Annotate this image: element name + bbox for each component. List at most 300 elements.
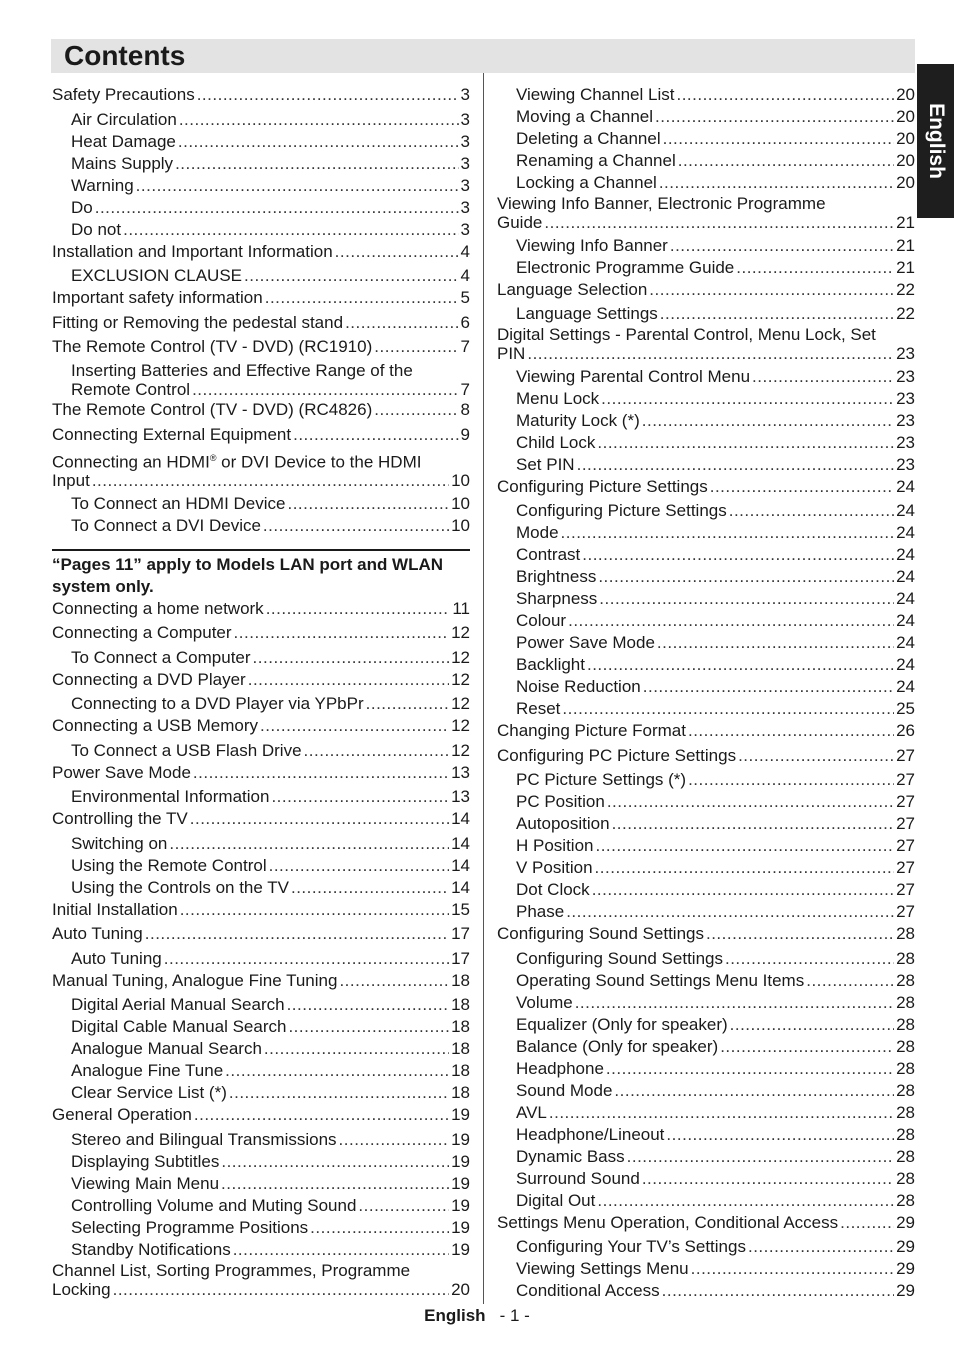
- dot-leader: [544, 213, 894, 232]
- toc-entry-title: Mains Supply: [71, 153, 174, 173]
- toc-page-number: 23: [896, 344, 915, 363]
- toc-page-number: 28: [896, 992, 915, 1012]
- dot-leader: [688, 769, 894, 791]
- toc-page-number: 19: [451, 1239, 470, 1259]
- toc-entry[interactable]: [52, 877, 470, 899]
- toc-entry-title: Mode: [516, 523, 559, 542]
- dot-leader: [221, 1151, 449, 1173]
- toc-entry[interactable]: [52, 241, 470, 263]
- toc-entry-title: Set PIN: [516, 454, 575, 474]
- dot-leader: [229, 1082, 449, 1104]
- toc-entry[interactable]: [52, 1217, 470, 1239]
- toc-entry[interactable]: [52, 175, 470, 197]
- toc-entry-title-cont: Input: [52, 471, 90, 491]
- toc-entry-title: Viewing Channel List: [516, 85, 675, 104]
- toc-entry[interactable]: [52, 219, 470, 241]
- dot-leader: [663, 128, 894, 150]
- toc-page-number: 24: [896, 655, 915, 674]
- toc-entry[interactable]: [52, 693, 470, 715]
- dot-leader: [92, 471, 449, 490]
- toc-entry[interactable]: [497, 1102, 915, 1124]
- toc-entry-title: Connecting a Computer: [52, 623, 232, 643]
- toc-entry[interactable]: [497, 1058, 915, 1080]
- toc-page-number: 28: [896, 1080, 915, 1100]
- toc-entry[interactable]: [497, 1146, 915, 1168]
- toc-entry-title: Headphone/Lineout: [516, 1124, 665, 1144]
- toc-page-number: 27: [896, 770, 915, 789]
- toc-entry[interactable]: [52, 361, 470, 399]
- toc-entry[interactable]: [497, 1190, 915, 1212]
- dot-leader: [582, 544, 894, 566]
- dot-leader: [193, 762, 449, 784]
- toc-entry[interactable]: [52, 669, 470, 691]
- toc-entry[interactable]: [497, 654, 915, 676]
- dot-leader: [345, 312, 458, 334]
- toc-entry[interactable]: [497, 1236, 915, 1258]
- toc-entry-title: Moving a Channel: [516, 107, 654, 126]
- toc-entry-title: Manual Tuning, Analogue Fine Tuning: [52, 970, 338, 990]
- toc-page-number: 17: [451, 948, 470, 968]
- toc-entry[interactable]: [497, 1280, 915, 1302]
- toc-entry[interactable]: [52, 197, 470, 219]
- dot-leader: [113, 1280, 449, 1299]
- dot-leader: [192, 380, 458, 399]
- title-bar: [51, 39, 915, 73]
- toc-entry[interactable]: [497, 769, 915, 791]
- toc-page-number: 23: [896, 388, 915, 408]
- toc-entry-title: Analogue Fine Tune: [71, 1061, 224, 1081]
- column-divider: [483, 73, 484, 1304]
- toc-entry-title-cont: PIN: [497, 344, 526, 363]
- toc-entry-title: Connecting a USB Memory: [52, 716, 258, 736]
- toc-entry-continuation: [52, 1280, 470, 1299]
- toc-entry-title: Viewing Parental Control Menu: [516, 366, 751, 386]
- toc-entry-title: Standby Notifications: [71, 1239, 231, 1259]
- toc-entry[interactable]: [52, 1082, 470, 1104]
- toc-page-number: 27: [896, 745, 915, 765]
- dot-leader: [358, 1195, 449, 1217]
- toc-entry-title-cont: Remote Control: [71, 380, 191, 399]
- toc-entry[interactable]: [497, 1212, 915, 1234]
- toc-page-number: 19: [451, 1129, 470, 1149]
- dot-leader: [643, 676, 894, 698]
- dot-leader: [752, 366, 894, 388]
- toc-entry-title: Sharpness: [516, 589, 598, 608]
- toc-entry-title: Digital Settings - Parental Control, Menu Lock, Set: [497, 325, 876, 344]
- toc-page-number: 24: [896, 476, 915, 496]
- toc-entry-title: Controlling Volume and Muting Sound: [71, 1195, 357, 1215]
- toc-entry-title: Reset: [516, 699, 561, 718]
- toc-entry[interactable]: [497, 454, 915, 476]
- toc-page-number: 8: [460, 400, 470, 419]
- toc-entry[interactable]: [497, 566, 915, 588]
- toc-entry-title: General Operation: [52, 1105, 192, 1125]
- toc-entry-title: To Connect an HDMI Device: [71, 493, 286, 513]
- toc-entry[interactable]: [52, 899, 470, 921]
- toc-entry[interactable]: [52, 1016, 470, 1038]
- language-tab-label: English: [924, 103, 948, 179]
- toc-entry-title: Connecting an HDMI® or DVI Device to the HDMI: [52, 452, 422, 472]
- dot-leader: [642, 1168, 894, 1190]
- toc-page-number: 24: [896, 633, 915, 652]
- toc-entry-continuation: [497, 344, 915, 363]
- toc-entry[interactable]: [52, 948, 470, 970]
- toc-entry[interactable]: [52, 449, 470, 491]
- toc-page-number: 23: [896, 454, 915, 474]
- toc-entry-title: Power Save Mode: [516, 633, 655, 652]
- dot-leader: [568, 610, 894, 632]
- dot-leader: [178, 131, 459, 153]
- registered-mark: ®: [209, 452, 217, 463]
- toc-entry[interactable]: [497, 745, 915, 767]
- dot-leader: [179, 109, 459, 131]
- dot-leader: [234, 622, 450, 644]
- dot-leader: [607, 791, 894, 813]
- toc-entry[interactable]: [52, 265, 470, 287]
- toc-entry[interactable]: [497, 1124, 915, 1146]
- toc-page-number: 19: [451, 1173, 470, 1193]
- toc-page-number: 24: [896, 523, 915, 542]
- toc-page-number: 18: [451, 970, 470, 990]
- toc-entry[interactable]: [52, 515, 470, 537]
- dot-leader: [729, 500, 894, 522]
- footer-page-number: - 1 -: [499, 1306, 530, 1325]
- toc-entry[interactable]: [52, 1261, 470, 1299]
- toc-entry[interactable]: [497, 992, 915, 1014]
- dot-leader: [691, 1258, 894, 1280]
- toc-entry[interactable]: [497, 835, 915, 857]
- toc-entry[interactable]: [52, 399, 470, 421]
- dot-leader: [720, 1036, 894, 1058]
- toc-page-number: 24: [896, 589, 915, 608]
- toc-entry[interactable]: [52, 109, 470, 131]
- toc-page-number: 14: [451, 877, 470, 897]
- dot-leader: [688, 720, 894, 742]
- toc-page-number: 18: [451, 1017, 470, 1037]
- toc-entry[interactable]: [497, 948, 915, 970]
- toc-entry-title: Brightness: [516, 567, 597, 586]
- toc-entry[interactable]: [497, 1014, 915, 1036]
- toc-entry-title: Menu Lock: [516, 388, 600, 408]
- toc-entry-title: Dynamic Bass: [516, 1146, 625, 1166]
- toc-entry[interactable]: [52, 622, 470, 644]
- toc-entry-title: Inserting Batteries and Effective Range of the: [71, 361, 413, 380]
- toc-page-number: 19: [451, 1105, 470, 1125]
- dot-leader: [678, 150, 894, 172]
- toc-entry[interactable]: [52, 1060, 470, 1082]
- toc-entry[interactable]: [497, 791, 915, 813]
- toc-entry[interactable]: [497, 410, 915, 432]
- toc-entry[interactable]: [497, 257, 915, 279]
- toc-entry-title-cont: Guide: [497, 213, 543, 232]
- toc-page-number: 21: [896, 257, 915, 277]
- dot-leader: [265, 287, 459, 309]
- toc-entry[interactable]: [497, 970, 915, 992]
- toc-entry-title: Configuring Sound Settings: [497, 924, 704, 943]
- toc-entry[interactable]: [497, 388, 915, 410]
- page-title: Contents: [64, 40, 186, 71]
- toc-entry[interactable]: [52, 1151, 470, 1173]
- toc-entry[interactable]: [52, 598, 470, 620]
- toc-entry[interactable]: [497, 588, 915, 610]
- toc-entry[interactable]: [52, 786, 470, 808]
- toc-entry[interactable]: [52, 153, 470, 175]
- toc-page-number: 24: [896, 567, 915, 586]
- toc-entry[interactable]: [497, 432, 915, 454]
- toc-page-number: 24: [896, 501, 915, 520]
- toc-entry-title: Settings Menu Operation, Conditional Access: [497, 1212, 839, 1232]
- dot-leader: [606, 1058, 894, 1080]
- toc-entry[interactable]: [497, 150, 915, 172]
- toc-entry[interactable]: [497, 632, 915, 654]
- dot-leader: [339, 970, 449, 992]
- toc-page-number: 17: [451, 924, 470, 944]
- toc-page-number: 27: [896, 792, 915, 811]
- toc-entry[interactable]: [52, 131, 470, 153]
- toc-entry-title: Using the Controls on the TV: [71, 877, 289, 897]
- dot-leader: [339, 1129, 450, 1151]
- toc-entry[interactable]: [52, 855, 470, 877]
- dot-leader: [598, 566, 894, 588]
- toc-entry[interactable]: [52, 1173, 470, 1195]
- toc-page-number: 24: [896, 677, 915, 696]
- toc-page-number: 20: [451, 1279, 470, 1299]
- toc-page-number: 29: [896, 1237, 915, 1256]
- dot-leader: [710, 476, 894, 498]
- toc-page-number: 23: [896, 432, 915, 452]
- toc-entry[interactable]: [497, 610, 915, 632]
- toc-entry-title: Noise Reduction: [516, 677, 641, 696]
- dot-leader: [670, 235, 894, 257]
- toc-entry-title: H Position: [516, 836, 594, 855]
- toc-page-number: 29: [896, 1259, 915, 1278]
- toc-entry[interactable]: [52, 1239, 470, 1261]
- toc-entry[interactable]: [52, 336, 470, 358]
- toc-entry[interactable]: [497, 879, 915, 901]
- language-tab: [917, 64, 954, 218]
- toc-page-number: 24: [896, 611, 915, 630]
- toc-entry-title: Viewing Info Banner, Electronic Programme: [497, 194, 826, 213]
- toc-entry[interactable]: [497, 476, 915, 498]
- toc-entry[interactable]: [52, 1195, 470, 1217]
- toc-entry[interactable]: [497, 1080, 915, 1102]
- toc-entry-title: Maturity Lock (*): [516, 410, 640, 430]
- toc-entry[interactable]: [52, 833, 470, 855]
- toc-entry[interactable]: [497, 544, 915, 566]
- toc-entry[interactable]: [52, 994, 470, 1016]
- dot-leader: [736, 257, 894, 279]
- toc-entry[interactable]: [52, 287, 470, 309]
- dot-leader: [293, 424, 458, 446]
- toc-entry-title: Digital Out: [516, 1190, 596, 1210]
- toc-page-number: 10: [451, 471, 470, 491]
- dot-leader: [655, 106, 894, 128]
- toc-entry[interactable]: [497, 813, 915, 835]
- toc-page-number: 28: [896, 1102, 915, 1122]
- toc-page-number: 3: [460, 85, 470, 104]
- toc-entry[interactable]: [497, 325, 915, 363]
- toc-page-number: 28: [896, 1146, 915, 1166]
- toc-entry[interactable]: [52, 424, 470, 446]
- dot-leader: [310, 1217, 449, 1239]
- toc-entry-title: Connecting a DVD Player: [52, 669, 246, 689]
- toc-page-number: 28: [896, 1168, 915, 1188]
- toc-entry[interactable]: [497, 106, 915, 128]
- toc-entry-title: Auto Tuning: [71, 948, 162, 968]
- toc-page-number: 27: [896, 814, 915, 833]
- toc-entry[interactable]: [497, 720, 915, 742]
- dot-leader: [595, 857, 895, 879]
- dot-leader: [374, 399, 458, 421]
- toc-page-number: 27: [896, 858, 915, 877]
- toc-entry-title: Heat Damage: [71, 131, 176, 151]
- toc-entry-title: Contrast: [516, 545, 581, 564]
- dot-leader: [253, 647, 450, 669]
- toc-entry[interactable]: [52, 493, 470, 515]
- dot-leader: [288, 1016, 449, 1038]
- toc-entry-title: Dot Clock: [516, 880, 590, 899]
- toc-entry[interactable]: [52, 715, 470, 737]
- toc-entry[interactable]: [497, 1036, 915, 1058]
- dot-leader: [145, 923, 449, 945]
- toc-entry[interactable]: [497, 235, 915, 257]
- dot-leader: [706, 923, 894, 945]
- dot-leader: [169, 833, 449, 855]
- dot-leader: [561, 522, 895, 544]
- toc-entry-title: Connecting a home network: [52, 598, 264, 618]
- toc-right-column: [497, 84, 915, 1302]
- toc-entry-title: Deleting a Channel: [516, 129, 661, 148]
- toc-entry-title: Viewing Settings Menu: [516, 1259, 689, 1278]
- dot-leader: [264, 1038, 449, 1060]
- dot-leader: [597, 1190, 894, 1212]
- dot-leader: [597, 432, 894, 454]
- toc-entry-title: Using the Remote Control: [71, 855, 267, 875]
- toc-page-number: 27: [896, 836, 915, 855]
- toc-page-number: 14: [451, 833, 470, 853]
- toc-entry-title: Switching on: [71, 833, 168, 853]
- toc-page-number: 27: [896, 902, 915, 921]
- dot-leader: [587, 654, 894, 676]
- toc-page-number: 28: [896, 970, 915, 990]
- dot-leader: [730, 1014, 894, 1036]
- toc-page-number: 27: [896, 880, 915, 899]
- toc-entry[interactable]: [497, 366, 915, 388]
- dot-leader: [263, 515, 449, 537]
- toc-page-number: 12: [451, 740, 470, 760]
- toc-entry[interactable]: [52, 1038, 470, 1060]
- footer-language: English: [424, 1306, 486, 1325]
- toc-page-number: 4: [460, 241, 470, 261]
- toc-page-number: 28: [896, 1124, 915, 1144]
- toc-entry[interactable]: [52, 1129, 470, 1151]
- toc-entry-title: Surround Sound: [516, 1168, 640, 1188]
- toc-page-number: 3: [460, 109, 470, 129]
- toc-entry[interactable]: [497, 857, 915, 879]
- toc-page-number: 20: [896, 151, 915, 170]
- toc-page-number: 19: [451, 1195, 470, 1215]
- toc-entry-title: Viewing Main Menu: [71, 1173, 220, 1193]
- toc-entry-title: Power Save Mode: [52, 762, 191, 782]
- toc-entry[interactable]: [497, 676, 915, 698]
- toc-entry[interactable]: [52, 84, 470, 106]
- toc-entry[interactable]: [497, 500, 915, 522]
- toc-entry[interactable]: [497, 522, 915, 544]
- toc-entry-title: Locking a Channel: [516, 173, 657, 192]
- toc-entry[interactable]: [497, 172, 915, 194]
- dot-leader: [374, 336, 458, 358]
- dot-leader: [592, 879, 894, 901]
- toc-entry[interactable]: [52, 970, 470, 992]
- toc-entry[interactable]: [497, 923, 915, 945]
- toc-page-number: 28: [896, 1058, 915, 1078]
- toc-entry-title: V Position: [516, 858, 593, 877]
- dot-leader: [660, 303, 894, 325]
- toc-entry[interactable]: [52, 923, 470, 945]
- toc-entry-title: Headphone: [516, 1058, 604, 1078]
- toc-page-number: 21: [896, 213, 915, 232]
- dot-leader: [725, 948, 894, 970]
- dot-leader: [269, 855, 449, 877]
- toc-entry-title: Do not: [71, 219, 122, 239]
- toc-entry[interactable]: [52, 1104, 470, 1126]
- dot-leader: [244, 265, 459, 287]
- toc-entry-title: Changing Picture Format: [497, 721, 686, 740]
- toc-entry-title: Renaming a Channel: [516, 151, 676, 170]
- toc-page-number: 3: [460, 219, 470, 239]
- dot-leader: [659, 172, 894, 194]
- toc-page-number: 3: [460, 175, 470, 195]
- toc-entry-title: Initial Installation: [52, 899, 178, 919]
- toc-entry-title: To Connect a DVI Device: [71, 515, 261, 535]
- toc-page-number: 3: [460, 197, 470, 217]
- toc-entry[interactable]: [497, 1258, 915, 1280]
- dot-leader: [271, 786, 449, 808]
- toc-entry[interactable]: [497, 128, 915, 150]
- toc-entry-title: Analogue Manual Search: [71, 1039, 262, 1059]
- dot-leader: [599, 588, 894, 610]
- toc-entry[interactable]: [52, 740, 470, 762]
- toc-entry-title: To Connect a Computer: [71, 647, 251, 667]
- toc-entry[interactable]: [52, 808, 470, 830]
- toc-entry[interactable]: [497, 901, 915, 923]
- toc-entry[interactable]: [497, 279, 915, 301]
- dot-leader: [676, 84, 894, 106]
- toc-page-number: 5: [460, 288, 470, 307]
- toc-entry-title: Installation and Important Information: [52, 241, 333, 261]
- toc-entry[interactable]: [497, 84, 915, 106]
- toc-entry-title: Balance (Only for speaker): [516, 1036, 719, 1056]
- toc-entry-title: Environmental Information: [71, 787, 270, 807]
- toc-page-number: 28: [896, 1190, 915, 1210]
- toc-entry[interactable]: [497, 194, 915, 232]
- toc-entry[interactable]: [497, 698, 915, 720]
- dot-leader: [123, 219, 458, 241]
- toc-page-number: 18: [451, 1039, 470, 1059]
- section-note: “Pages 11” apply to Models LAN port and WLAN system only.: [52, 549, 470, 598]
- toc-page-number: 4: [460, 266, 470, 285]
- dot-leader: [260, 715, 449, 737]
- toc-entry[interactable]: [52, 762, 470, 784]
- toc-entry[interactable]: [52, 647, 470, 669]
- toc-entry[interactable]: [497, 1168, 915, 1190]
- toc-page-number: 10: [451, 515, 470, 535]
- dot-leader: [614, 1080, 894, 1102]
- toc-entry-title: Configuring Sound Settings: [516, 948, 723, 968]
- toc-entry[interactable]: [52, 312, 470, 334]
- toc-entry[interactable]: [497, 303, 915, 325]
- dot-leader: [612, 813, 895, 835]
